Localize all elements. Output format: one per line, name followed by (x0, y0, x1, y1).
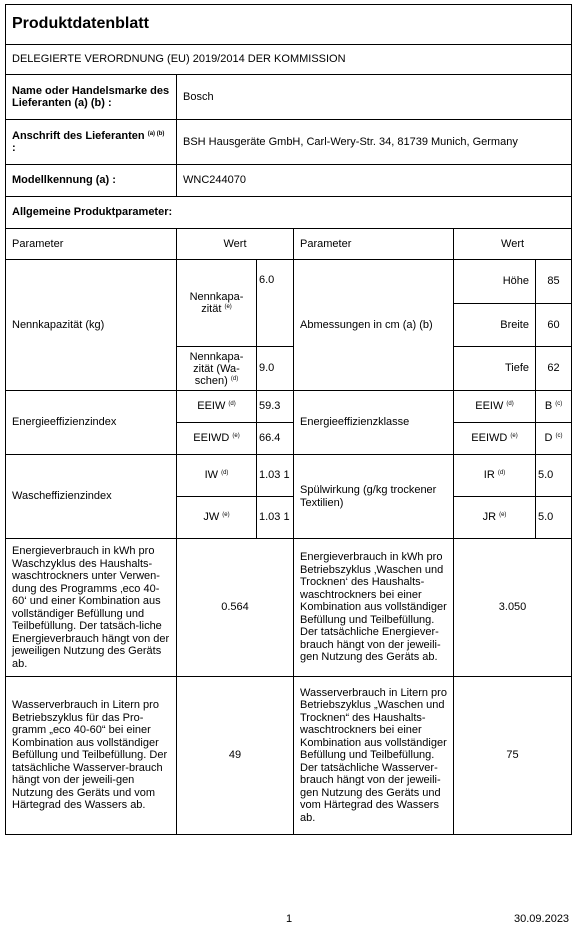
datasheet-table (5, 4, 572, 835)
eec-eeiwd-value: D $^{(c)}$ (536, 423, 572, 455)
rinse-ir-label: IR $^{(d)}$ (454, 455, 536, 497)
supplier-address-label: Anschrift des Lieferanten $^{(a) (b)}$ : (6, 120, 177, 165)
supplier-name-value: Bosch (177, 75, 572, 120)
rinse-jr-label: JR $^{(e)}$ (454, 497, 536, 539)
eec-eeiw-label: EEIW $^{(d)}$ (454, 391, 536, 423)
energy-cycle-value: 3.050 (454, 539, 572, 677)
regulation-reference: DELEGIERTE VERORDNUNG (EU) 2019/2014 DER KOMMISSION (6, 45, 572, 75)
eei-eeiwd-label: EEIWD $^{(e)}$ (177, 423, 257, 455)
page-title: Produktdatenblatt (6, 5, 572, 45)
depth-label: Tiefe (454, 347, 536, 391)
eei-eeiw-label: EEIW $^{(d)}$ (177, 391, 257, 423)
depth-value: 62 (536, 347, 572, 391)
rinse-label: Spülwirkung (g/kg trockener Textilien) (294, 455, 454, 539)
wash-eff-jw-value: 1.03 1 (257, 497, 294, 539)
rinse-jr-value: 5.0 (536, 497, 572, 539)
eei-label: Energieeffizienzindex (6, 391, 177, 455)
water-cycle-label: Wasserverbrauch in Litern pro Betriebszyklus „Waschen und Trocknen“ des Haushalts-waschtrockners bei einer Kombination aus vollständiger Befüllung und Teilbefüllung. Der tatsächliche Wasserver-brauch hängt von der jeweili-gen Nutzung des Geräts und vom Härtegrad des Wassers ab. (294, 677, 454, 835)
header-value-left: Wert (177, 229, 294, 260)
capacity-dry-value: 9.0 (257, 347, 294, 391)
header-parameter-left: Parameter (6, 229, 177, 260)
capacity-dry-label: Nennkapa-zität (Wa-schen) $^{(d)}$ (177, 347, 257, 391)
eei-eeiwd-value: 66.4 (257, 423, 294, 455)
supplier-address-value: BSH Hausgeräte GmbH, Carl-Wery-Str. 34, 81739 Munich, Germany (177, 120, 572, 165)
general-params-heading: Allgemeine Produktparameter: (6, 197, 572, 229)
capacity-wash-label: Nennkapa-zität $^{(e)}$ (177, 260, 257, 347)
energy-wash-label: Energieverbrauch in kWh pro Waschzyklus des Haushalts-waschtrockners unter Verwen-dung des Programms ‚eco 40-60‘ und einer Kombination aus vollständiger Befüllung und Teilbefüllung. Der tatsäch-liche Energieverbrauch hängt von der jeweiligen Nutzung des Geräts ab. (6, 539, 177, 677)
rinse-ir-value: 5.0 (536, 455, 572, 497)
wash-eff-label: Wascheffizienzindex (6, 455, 177, 539)
eec-eeiwd-label: EEIWD $^{(e)}$ (454, 423, 536, 455)
wash-eff-jw-label: JW $^{(e)}$ (177, 497, 257, 539)
model-id-label: Modellkennung (a) : (6, 165, 177, 197)
capacity-label: Nennkapazität (kg) (6, 260, 177, 391)
eec-label: Energieeffizienzklasse (294, 391, 454, 455)
capacity-wash-value: 6.0 (257, 260, 294, 347)
model-id-value: WNC244070 (177, 165, 572, 197)
energy-cycle-label: Energieverbrauch in kWh pro Betriebszyklus ‚Waschen und Trocknen‘ des Haushalts-waschtrockners bei einer Kombination aus vollständiger Befüllung und Teilbefüllung. Der tatsächliche Energiever-brauch hängt von der jeweili-gen Nutzung des Geräts ab. (294, 539, 454, 677)
height-value: 85 (536, 260, 572, 304)
product-datasheet (5, 4, 571, 835)
width-value: 60 (536, 304, 572, 347)
supplier-name-label: Name oder Handelsmarke des Lieferanten (a) (b) : (6, 75, 177, 120)
header-parameter-right: Parameter (294, 229, 454, 260)
water-wash-label: Wasserverbrauch in Litern pro Betriebszyklus für das Pro-gramm „eco 40-60“ bei einer Kombination aus vollständiger Befüllung und Teilbefüllung. Der tatsächliche Wasserver-brauch hängt von der jeweili-gen Nutzung des Geräts und vom Härtegrad des Wassers ab. (6, 677, 177, 835)
water-cycle-value: 75 (454, 677, 572, 835)
dimensions-label: Abmessungen in cm (a) (b) (294, 260, 454, 391)
energy-wash-value: 0.564 (177, 539, 294, 677)
height-label: Höhe (454, 260, 536, 304)
wash-eff-iw-label: IW $^{(d)}$ (177, 455, 257, 497)
width-label: Breite (454, 304, 536, 347)
page-number: 1 (286, 913, 293, 925)
water-wash-value: 49 (177, 677, 294, 835)
eec-eeiw-value: B $^{(c)}$ (536, 391, 572, 423)
footer-date: 30.09.2023 (514, 913, 570, 925)
header-value-right: Wert (454, 229, 572, 260)
eei-eeiw-value: 59.3 (257, 391, 294, 423)
wash-eff-iw-value: 1.03 1 (257, 455, 294, 497)
